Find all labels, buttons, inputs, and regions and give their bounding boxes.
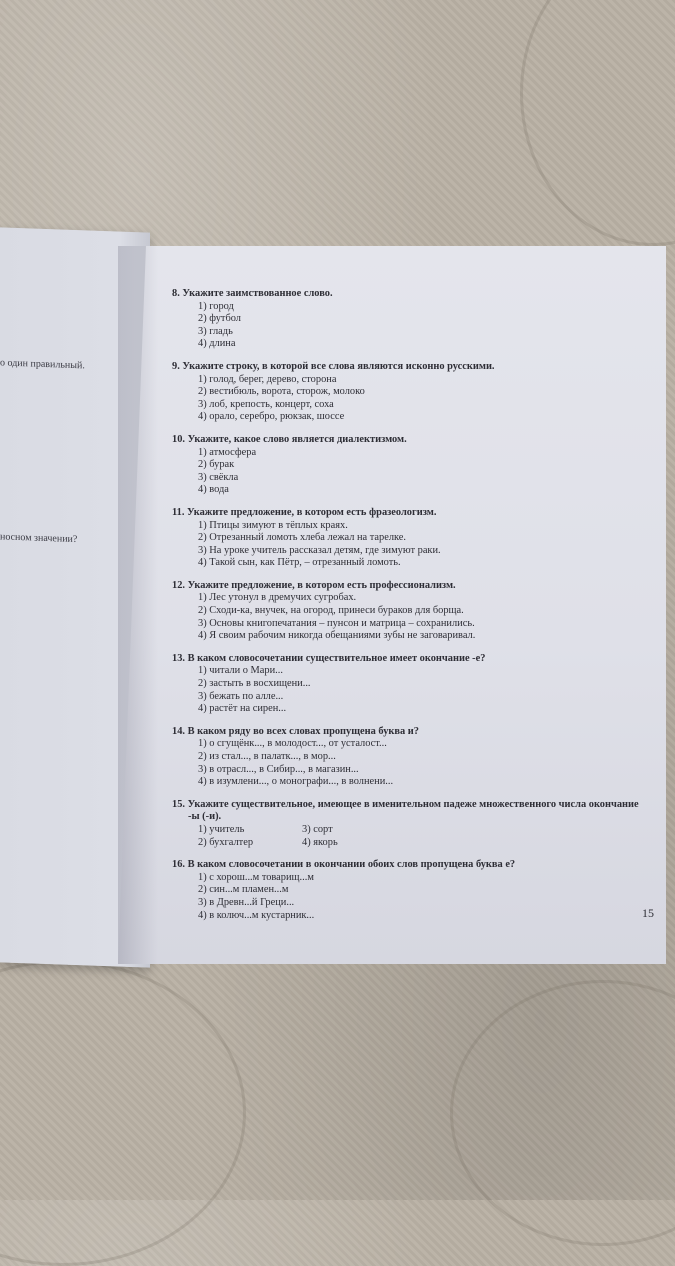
answer-option: 2) вестибюль, ворота, сторож, молоко [198, 386, 365, 398]
question-title: 15. Укажите существительное, имеющее в именительном падеже множественного числа окончание -ы (-и). [172, 798, 639, 823]
answer-option: 1) Птицы зимуют в тёплых краях. [198, 519, 348, 531]
answer-option: 4) растёт на сирен... [198, 703, 287, 715]
answer-option: 1) читали о Мари... [198, 665, 283, 677]
answer-option: 4) Такой сын, как Пётр, – отрезанный ломоть. [198, 557, 401, 569]
answer-option: 1) голод, берег, дерево, сторона [198, 373, 337, 385]
answer-option: 3) в Древн...й Греци... [198, 896, 295, 908]
question-13 [172, 653, 652, 716]
answer-option: 2) застыть в восхищени... [198, 678, 311, 690]
answer-option: 1) о сгущёнк..., в молодост..., от усталост... [198, 738, 387, 750]
answer-option: 4) длина [198, 338, 236, 350]
carpet-pattern [0, 960, 246, 1266]
question-title: 8. Укажите заимствованное слово. [172, 288, 333, 299]
left-page-fragment: носном значении? [0, 531, 78, 546]
carpet-pattern [450, 980, 675, 1246]
question-title: 11. Укажите предложение, в котором есть фразеологизм. [172, 506, 437, 518]
question-title: 14. В каком ряду во всех словах пропущена буква и? [172, 725, 419, 737]
answer-option: 3) гладь [198, 325, 233, 337]
answer-option: 1) учитель [198, 823, 245, 835]
question-11 [172, 507, 652, 570]
answer-option: 3) свёкла [198, 471, 239, 483]
answer-option: 1) атмосфера [198, 446, 257, 458]
question-9 [172, 361, 652, 424]
question-8 [172, 288, 652, 351]
answer-option: 2) Сходи-ка, внучек, на огород, принеси бураков для борща. [198, 605, 464, 617]
answer-options-grid [172, 824, 652, 849]
question-10 [172, 434, 652, 497]
question-title: 13. В каком словосочетании существительное имеет окончание -е? [172, 652, 486, 664]
left-page-fragment: о один правильный. [0, 357, 85, 372]
answer-option: 2) бурак [198, 459, 235, 471]
answer-option: 1) город [198, 300, 234, 312]
answer-option: 3) в отрасл..., в Сибир..., в магазин... [198, 763, 359, 775]
answer-option: 3) лоб, крепость, концерт, соха [198, 398, 334, 410]
question-14 [172, 726, 652, 789]
answer-option: 3) бежать по алле... [198, 690, 284, 702]
answer-option: 4) вода [198, 484, 229, 496]
answer-option: 3) На уроке учитель рассказал детям, где зимуют раки. [198, 544, 441, 556]
answer-option: 4) орало, серебро, рюкзак, шоссе [198, 411, 345, 423]
carpet-pattern [520, 0, 675, 246]
answer-option: 4) в изумлени..., о монографи..., в волнени... [198, 776, 394, 788]
question-15 [172, 799, 652, 849]
answer-option: 2) бухгалтер [198, 836, 254, 848]
answer-option: 2) футбол [198, 313, 241, 325]
page-number: 15 [642, 906, 654, 920]
answer-option: 2) из стал..., в палатк..., в мор... [198, 751, 336, 762]
question-12 [172, 580, 652, 643]
question-title: 16. В каком словосочетании в окончании обоих слов пропущена буква е? [172, 859, 516, 871]
question-16 [172, 859, 652, 922]
answer-option: 1) с хорош...м товарищ...м [198, 871, 314, 883]
question-list [172, 288, 652, 932]
answer-option: 4) в колюч...м кустарник... [198, 909, 315, 921]
answer-option: 4) якорь [302, 836, 338, 848]
answer-option: 4) Я своим рабочим никогда обещаниями зубы не заговаривал. [198, 630, 476, 642]
answer-option: 2) Отрезанный ломоть хлеба лежал на тарелке. [198, 532, 407, 544]
answer-option: 3) сорт [302, 823, 333, 835]
answer-option: 3) Основы книгопечатания – пунсон и матрица – сохранились. [198, 617, 475, 629]
answer-option: 2) син...м пламен...м [198, 884, 289, 896]
question-title: 12. Укажите предложение, в котором есть профессионализм. [172, 579, 456, 591]
question-title: 10. Укажите, какое слово является диалектизмом. [172, 433, 407, 445]
answer-option: 1) Лес утонул в дремучих сугробах. [198, 592, 357, 604]
question-title: 9. Укажите строку, в которой все слова являются исконно русскими. [172, 360, 495, 372]
